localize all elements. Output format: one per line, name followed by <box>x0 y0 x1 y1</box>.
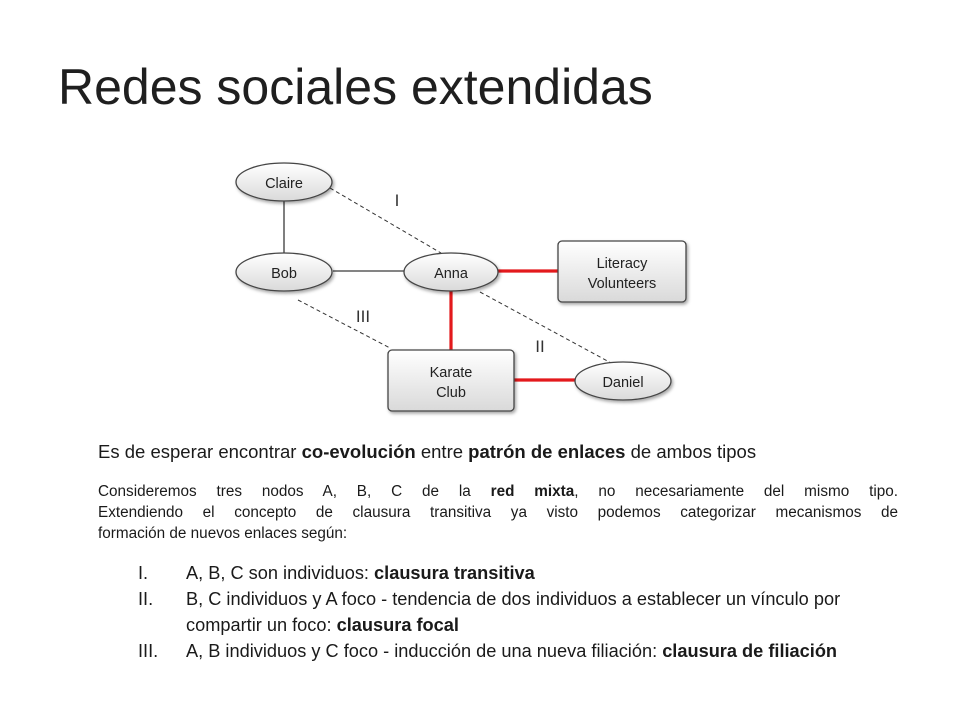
list-item-body: B, C individuos y A foco - tendencia de dos individuos a establecer un vínculo por compartir un foco: <box>186 589 841 635</box>
paragraph-line-3: formación de nuevos enlaces según: <box>98 525 348 542</box>
node-anna-label: Anna <box>434 266 468 282</box>
paragraph-line-1 <box>98 481 898 502</box>
lead-text-3: de ambos tipos <box>625 441 757 462</box>
list-item-term: clausura transitiva <box>374 563 535 583</box>
node-bob-label: Bob <box>271 266 297 282</box>
node-karate-label-1: Karate <box>429 365 473 381</box>
paragraph-line-1-c: , no necesariamente del mismo tipo. <box>574 483 898 500</box>
list-item-number: I. <box>138 563 149 583</box>
list-item-term: clausura de filiación <box>662 641 838 661</box>
list-item <box>138 638 898 664</box>
closure-label-3: III <box>355 307 371 326</box>
list-item-term: clausura focal <box>336 615 459 635</box>
list-item-text <box>186 638 898 664</box>
node-daniel-label: Daniel <box>602 375 644 391</box>
list-item-number: III. <box>138 641 159 661</box>
slide-title: Redes sociales extendidas <box>58 59 653 115</box>
lead-bold-1: co-evolución <box>301 441 416 462</box>
closure-types-list <box>138 560 898 664</box>
list-item <box>138 586 898 638</box>
list-item-body: A, B, C son individuos: <box>186 563 375 583</box>
node-karate-label-2: Club <box>436 385 466 401</box>
list-item <box>138 560 898 586</box>
list-item-body: A, B individuos y C foco - inducción de una nueva filiación: <box>186 641 663 661</box>
node-claire-label: Claire <box>265 176 303 192</box>
closure-label-1: I <box>394 191 400 210</box>
body-paragraph <box>98 481 898 544</box>
list-item-text <box>186 560 898 586</box>
paragraph-line-1-bold: red mixta <box>490 483 575 500</box>
closure-label-2: II <box>535 337 545 356</box>
list-item-text <box>186 586 898 638</box>
list-item-number: II. <box>138 589 154 609</box>
paragraph-line-2: Extendiendo el concepto de clausura transitiva ya visto podemos categorizar mecanismos de <box>98 504 898 521</box>
lead-bold-2: patrón de enlaces <box>468 441 626 462</box>
node-literacy-label-1: Literacy <box>596 256 648 272</box>
paragraph-line-1-a: Consideremos tres nodos A, B, C de la <box>98 483 491 500</box>
dashed-edge-bob-karate <box>298 300 390 348</box>
dashed-edge-claire-anna <box>330 188 441 253</box>
lead-text-2: entre <box>415 441 469 462</box>
lead-text-1: Es de esperar encontrar <box>98 441 302 462</box>
lead-sentence <box>98 441 756 463</box>
node-literacy-label-2: Volunteers <box>587 276 657 292</box>
